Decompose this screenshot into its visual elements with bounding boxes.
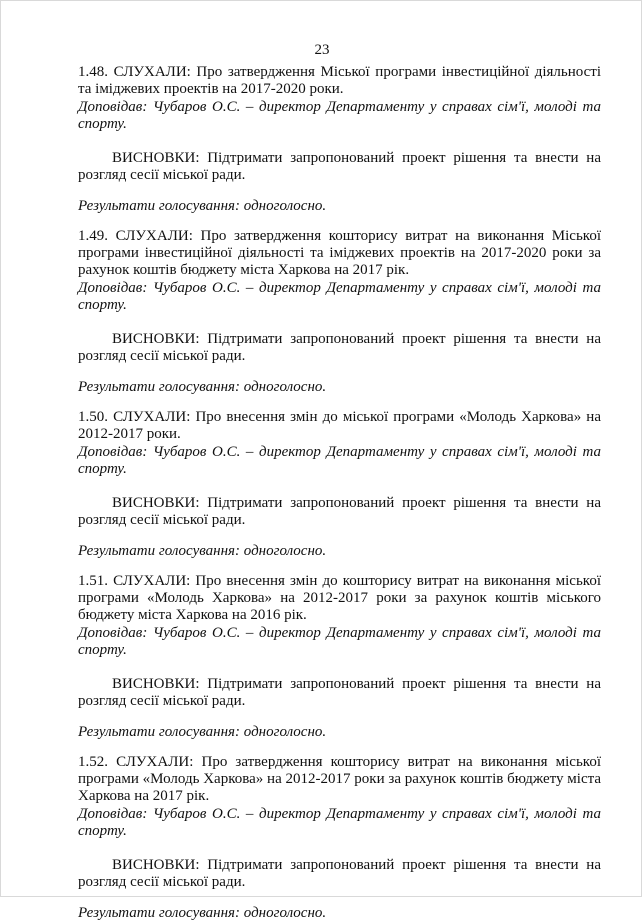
speaker-text: Доповідав: Чубаров О.С. – директор Департаменту у справах сім'ї, молоді та спорту. [78, 280, 601, 313]
conclusion-text: ВИСНОВКИ: Підтримати запропонований проект рішення та внести на розгляд сесії міської ради. [78, 150, 601, 183]
voting-result: Результати голосування: одноголосно. [78, 905, 327, 921]
heard-text: 1.50. СЛУХАЛИ: Про внесення змін до міської програми «Молодь Харкова» на 2012-2017 роки. [78, 409, 601, 442]
heard-text: 1.52. СЛУХАЛИ: Про затвердження кошторису витрат на виконання міської програми «Молодь Харкова» на 2012-2017 роки за рахунок коштів бюджету міста Харкова на 2017 рік. [78, 754, 601, 804]
conclusion-text: ВИСНОВКИ: Підтримати запропонований проект рішення та внести на розгляд сесії міської ради. [78, 857, 601, 890]
conclusion-text: ВИСНОВКИ: Підтримати запропонований проект рішення та внести на розгляд сесії міської ради. [78, 495, 601, 528]
voting-result: Результати голосування: одноголосно. [78, 379, 327, 395]
agenda-item-1-48 [78, 64, 601, 215]
speaker-text: Доповідав: Чубаров О.С. – директор Департаменту у справах сім'ї, молоді та спорту. [78, 99, 601, 132]
heard-text: 1.49. СЛУХАЛИ: Про затвердження кошторису витрат на виконання Міської програми інвестиційної діяльності та іміджевих проектів на 2017-2020 роки за рахунок коштів бюджету міста Харкова на 2017 рік. [78, 228, 601, 278]
heard-text: 1.51. СЛУХАЛИ: Про внесення змін до кошторису витрат на виконання міської програми «Молодь Харкова» на 2012-2017 роки за рахунок коштів міського бюджету міста Харкова на 2016 рік. [78, 573, 601, 623]
minutes-content [78, 64, 601, 922]
agenda-item-1-50 [78, 409, 601, 560]
voting-result: Результати голосування: одноголосно. [78, 724, 327, 740]
speaker-text: Доповідав: Чубаров О.С. – директор Департаменту у справах сім'ї, молоді та спорту. [78, 444, 601, 477]
conclusion-text: ВИСНОВКИ: Підтримати запропонований проект рішення та внести на розгляд сесії міської ради. [78, 331, 601, 364]
voting-result: Результати голосування: одноголосно. [78, 198, 327, 214]
speaker-text: Доповідав: Чубаров О.С. – директор Департаменту у справах сім'ї, молоді та спорту. [78, 806, 601, 839]
agenda-item-1-49 [78, 228, 601, 396]
speaker-text: Доповідав: Чубаров О.С. – директор Департаменту у справах сім'ї, молоді та спорту. [78, 625, 601, 658]
agenda-item-1-51 [78, 573, 601, 741]
page-number: 23 [314, 42, 330, 58]
heard-text: 1.48. СЛУХАЛИ: Про затвердження Міської програми інвестиційної діяльності та іміджевих проектів на 2017-2020 роки. [78, 64, 601, 97]
conclusion-text: ВИСНОВКИ: Підтримати запропонований проект рішення та внести на розгляд сесії міської ради. [78, 676, 601, 709]
voting-result: Результати голосування: одноголосно. [78, 543, 327, 559]
